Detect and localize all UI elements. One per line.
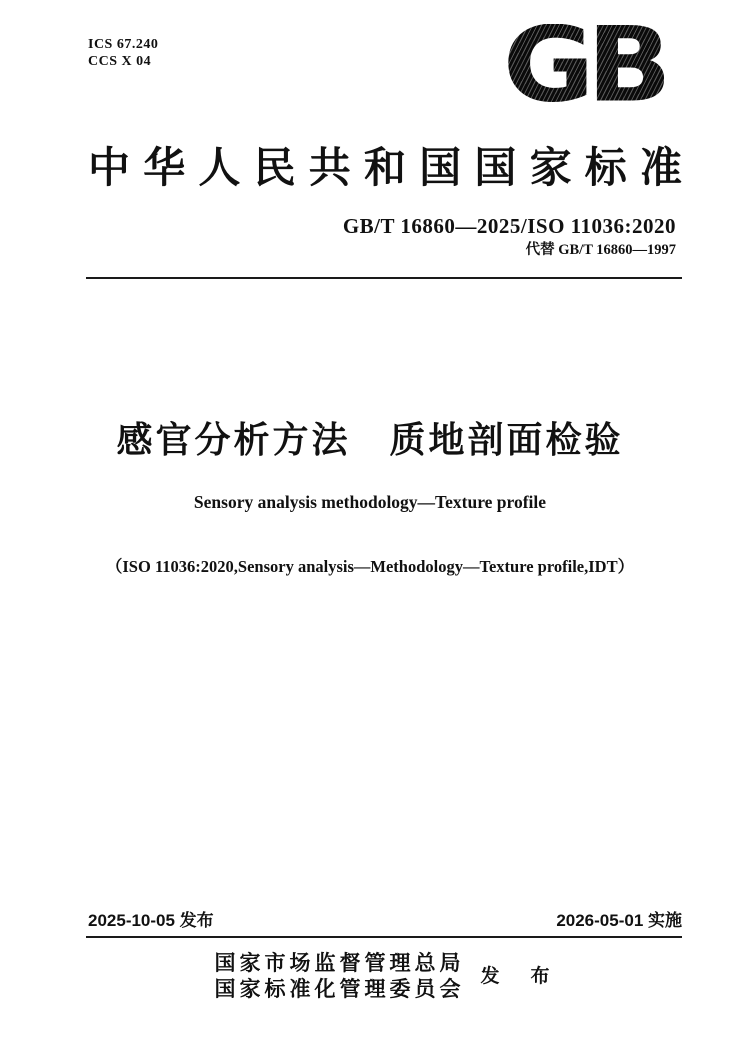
dates-row — [88, 910, 682, 932]
gb-logo: GB — [502, 5, 664, 126]
national-standard-heading: 中华人民共和国国家标准 — [88, 146, 682, 192]
classification-codes — [88, 36, 158, 70]
issue-label: 发 布 — [480, 966, 556, 987]
header-rule — [86, 277, 682, 279]
implementation-date: 2026-05-01 实施 — [556, 911, 682, 930]
issue-date: 2025-10-05 发布 — [88, 911, 214, 930]
ccs-code: CCS X 04 — [88, 54, 152, 69]
standard-title-chinese: 感官分析方法 质地剖面检验 — [116, 419, 624, 460]
ics-code: ICS 67.240 — [88, 37, 159, 52]
standard-title-english: Sensory analysis methodology—Texture profile — [193, 492, 547, 512]
footer-rule — [86, 936, 682, 938]
publisher-block — [88, 950, 682, 1002]
standard-number: GB/T 16860—2025/ISO 11036:2020 — [342, 214, 676, 238]
publisher-line-1: 国家市场监督管理总局 — [214, 951, 465, 975]
publisher-line-2: 国家标准化管理委员会 — [214, 977, 465, 1001]
publisher-names — [214, 950, 464, 1002]
iso-equivalence-note: （ISO 11036:2020,Sensory analysis—Methodology—Texture profile,IDT） — [105, 557, 635, 576]
replaces-note: 代替 GB/T 16860—1997 — [525, 242, 676, 258]
